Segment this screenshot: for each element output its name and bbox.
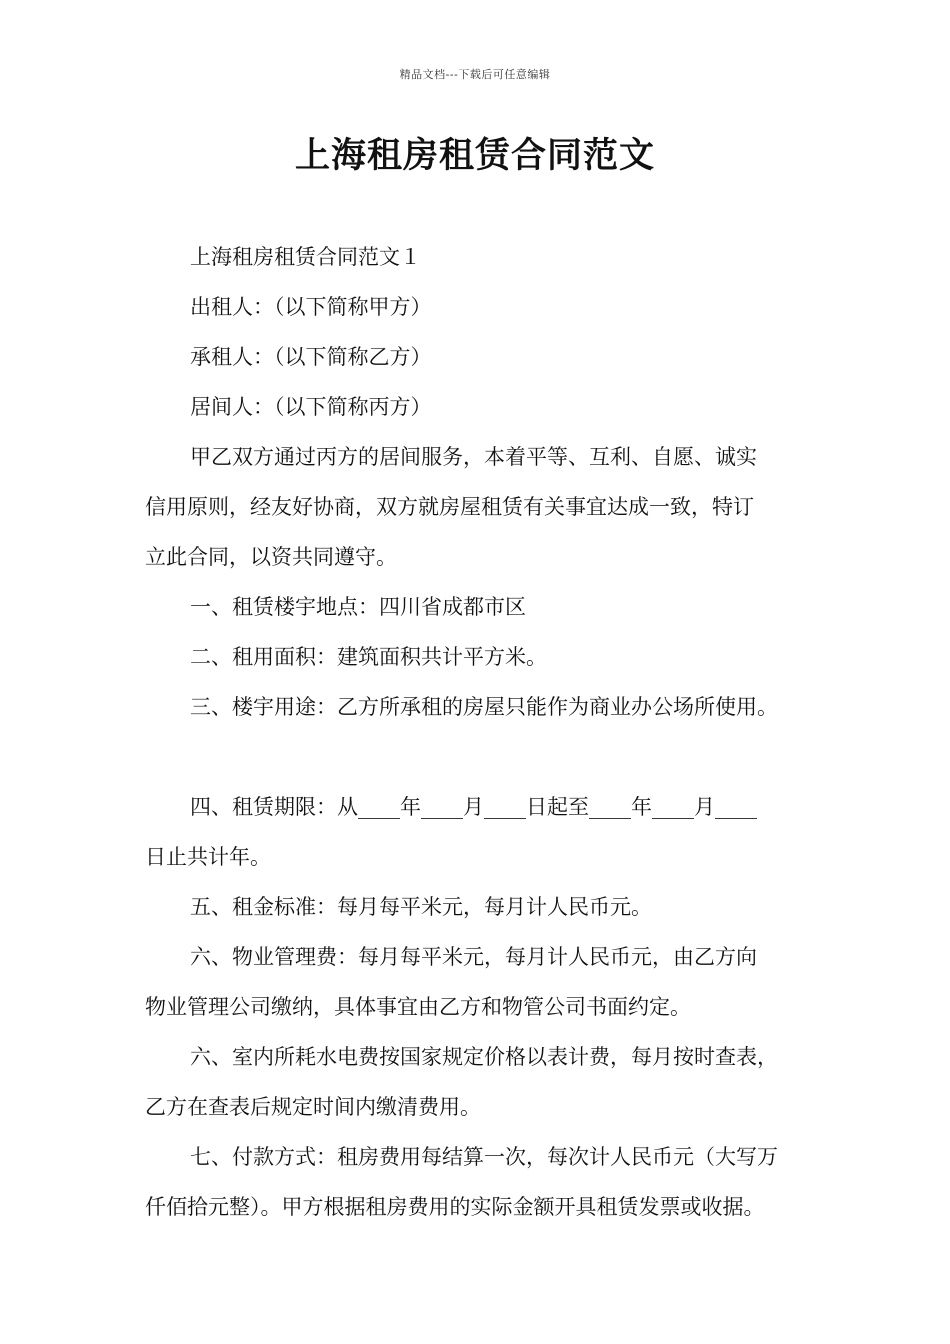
party-lessee-line: 承租人：（以下简称乙方） [190, 345, 432, 369]
clause-term: 四、租赁期限：从____年____月____日起至____年____月____ [190, 795, 757, 819]
clause-term-cont: 日止共计年。 [145, 845, 271, 869]
clause-payment-cont: 仟佰拾元整）。甲方根据租房费用的实际金额开具租赁发票或收据。 [145, 1195, 765, 1219]
clause-property-fee-cont: 物业管理公司缴纳，具体事宜由乙方和物管公司书面约定。 [145, 995, 691, 1019]
preamble-line: 信用原则，经友好协商，双方就房屋租赁有关事宜达成一致，特订 [145, 495, 754, 519]
contract-body [145, 232, 825, 1232]
clause-rent: 五、租金标准：每月每平米元，每月计人民币元。 [190, 895, 652, 919]
clause-location: 一、租赁楼宇地点：四川省成都市区 [190, 595, 526, 619]
clause-payment: 七、付款方式：租房费用每结算一次，每次计人民币元（大写万 [190, 1145, 778, 1169]
party-broker-line: 居间人：（以下简称丙方） [190, 395, 432, 419]
clause-usage: 三、楼宇用途：乙方所承租的房屋只能作为商业办公场所使用。 [190, 695, 778, 719]
header-note: 精品文档---下载后可任意编辑 [399, 68, 551, 81]
party-lessor-line: 出租人：（以下简称甲方） [190, 295, 432, 319]
preamble-line: 甲乙双方通过丙方的居间服务，本着平等、互利、自愿、诚实 [190, 445, 757, 469]
clause-property-fee: 六、物业管理费：每月每平米元，每月计人民币元，由乙方向 [190, 945, 757, 969]
section-heading: 上海租房租赁合同范文１ [190, 245, 421, 269]
blank-spacer [145, 732, 825, 782]
clause-utilities: 六、室内所耗水电费按国家规定价格以表计费，每月按时查表， [190, 1045, 778, 1069]
document-title: 上海租房租赁合同范文 [294, 135, 655, 176]
preamble-line: 立此合同，以资共同遵守。 [145, 545, 397, 569]
clause-area: 二、租用面积：建筑面积共计平方米。 [190, 645, 547, 669]
clause-utilities-cont: 乙方在查表后规定时间内缴清费用。 [145, 1095, 481, 1119]
